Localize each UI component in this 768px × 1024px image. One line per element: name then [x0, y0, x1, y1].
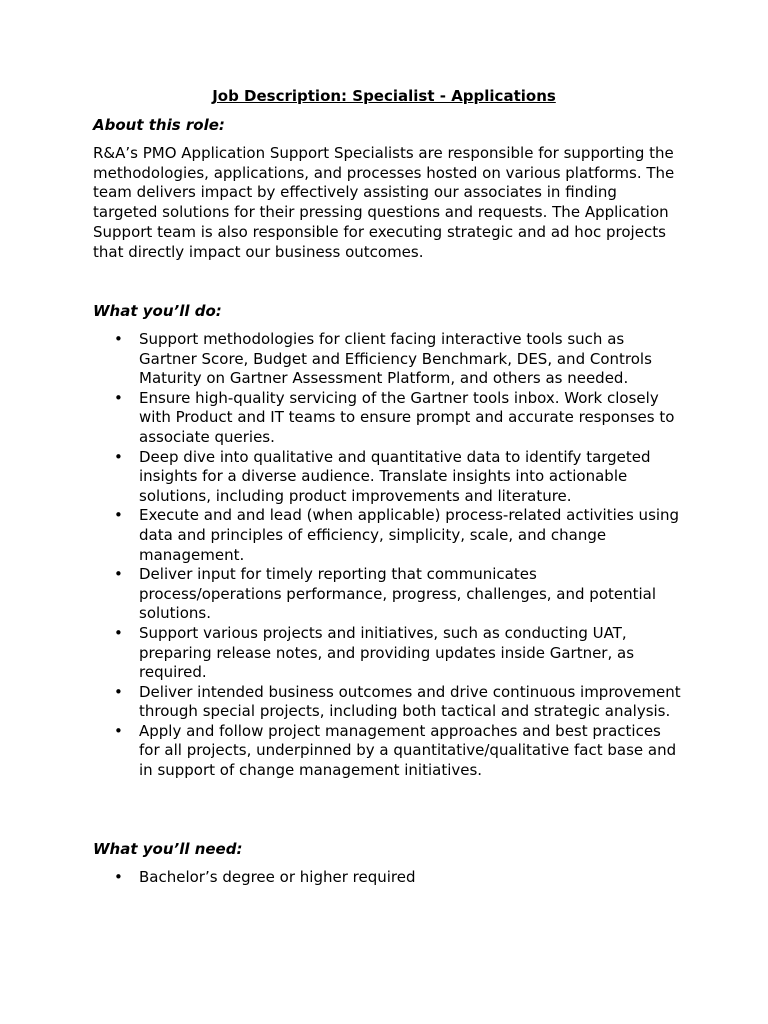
need-item-text: Bachelor’s degree or higher required [139, 868, 416, 886]
do-list-item [93, 448, 683, 507]
do-bullet-list [93, 330, 683, 781]
do-list-item [93, 565, 683, 624]
do-item-text: Support methodologies for client facing interactive tools such as Gartner Score, Budget and Efficiency Benchmark, DES, and Controls Maturity on Gartner Assessment Platform, and others as needed. [139, 330, 652, 388]
do-heading: What you’ll do: [93, 302, 222, 320]
do-item-text: Apply and follow project management approaches and best practices for all projects, underpinned by a quantitative/qualitative fact base and in support of change management initiatives. [139, 721, 677, 780]
do-list-item [93, 330, 683, 389]
bullet-icon: • [114, 447, 123, 466]
do-item-text: Support various projects and initiatives, such as conducting UAT, preparing release notes, and providing updates inside Gartner, as required. [139, 623, 635, 682]
about-paragraph: R&A’s PMO Application Support Specialists are responsible for supporting the methodologies, applications, and processes hosted on various platforms. The team delivers impact by effectively assisting our associates in finding targeted solutions for their pressing questions and requests. The Application Support team is also responsible for executing strategic and ad hoc projects that directly impact our business outcomes. [93, 144, 675, 261]
do-list-item [93, 506, 683, 565]
do-list-item [93, 389, 683, 448]
bullet-icon: • [114, 388, 123, 407]
bullet-icon: • [114, 330, 123, 348]
bullet-icon: • [114, 506, 123, 525]
do-list-item [93, 683, 683, 722]
bullet-icon: • [114, 565, 123, 584]
document-title: Job Description: Specialist - Applications [212, 87, 556, 105]
do-item-text: Deliver input for timely reporting that communicates process/operations performance, progress, challenges, and potential solutions. [139, 565, 657, 623]
bullet-icon: • [114, 682, 123, 701]
do-item-text: Ensure high-quality servicing of the Gartner tools inbox. Work closely with Product and IT teams to ensure prompt and accurate responses to associate queries. [139, 388, 675, 446]
do-item-text: Execute and and lead (when applicable) process-related activities using data and principles of efficiency, simplicity, scale, and change management. [139, 506, 680, 564]
bullet-icon: • [114, 623, 123, 642]
need-bullet-list [93, 868, 683, 888]
do-list-item [93, 624, 683, 683]
need-list-item [93, 868, 683, 888]
bullet-icon: • [114, 721, 123, 740]
do-list-item [93, 722, 683, 781]
need-heading: What you’ll need: [93, 840, 243, 858]
do-item-text: Deep dive into qualitative and quantitative data to identify targeted insights for a diverse audience. Translate insights into actionable solutions, including product improvements and literature. [139, 447, 651, 505]
bullet-icon: • [114, 868, 123, 886]
do-item-text: Deliver intended business outcomes and drive continuous improvement through special projects, including both tactical and strategic analysis. [139, 682, 681, 721]
about-heading: About this role: [93, 116, 225, 134]
